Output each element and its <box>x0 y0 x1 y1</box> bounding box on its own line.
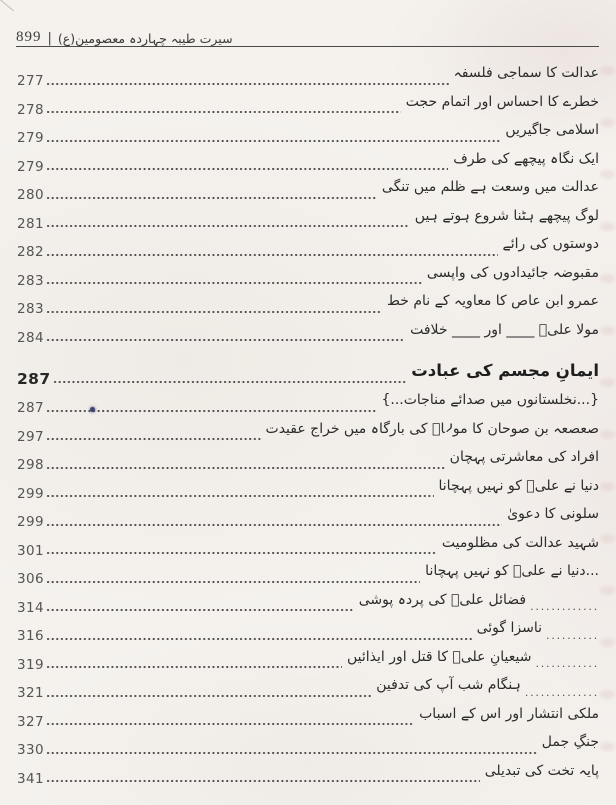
dot-leader <box>47 779 480 783</box>
dot-leader <box>47 665 342 669</box>
toc-entry-title: ایک نگاہ پیچھے کی طرف <box>453 150 599 167</box>
dot-leader <box>47 722 414 726</box>
toc-entry-title: مولا علیؑ ____ اور ____ خلافت <box>410 321 599 338</box>
toc-entry-title: شہید عدالت کی مظلومیت <box>441 534 599 551</box>
toc-entry <box>0 444 616 473</box>
toc-entry-title: جنگِ جمل <box>541 734 599 751</box>
header-separator: | <box>47 31 52 46</box>
dot-leader <box>47 580 420 584</box>
toc-entry-title: دوستوں کی رائے <box>502 236 599 253</box>
dot-leader <box>54 380 407 384</box>
toc-page-number: 299 <box>17 485 44 502</box>
toc-entry-title: صعصعہ بن صوحان کا مولاؑ کی بارگاہ میں خراج عقیدت <box>265 420 599 437</box>
dot-leader <box>47 551 437 555</box>
dot-leader <box>47 751 537 755</box>
toc-entry <box>0 354 616 387</box>
dot-leader-right: .............. <box>524 685 599 699</box>
toc-entry <box>0 203 616 232</box>
toc-page-number: 287 <box>17 369 51 388</box>
toc-page-number: 301 <box>17 542 44 559</box>
dot-leader <box>47 224 410 228</box>
toc-page-number: 314 <box>17 599 44 616</box>
toc-page-number: 279 <box>17 158 44 175</box>
toc-page-number: 316 <box>17 628 44 644</box>
toc-entry <box>0 558 616 587</box>
toc-entry <box>0 501 616 530</box>
dot-leader <box>47 694 371 698</box>
page-corner-artifact <box>0 0 14 11</box>
toc-entry-title: ناسزا گوئی <box>476 620 543 637</box>
toc-page-number: 297 <box>17 428 44 445</box>
toc-entry-title: لوگ پیچھے ہٹنا شروع ہوتے ہیں <box>414 207 599 224</box>
dot-leader <box>47 110 401 114</box>
toc-entry-title: ...دنیا نے علیؑ کو نہیں پہچانا <box>425 563 599 580</box>
dot-leader <box>47 196 377 200</box>
header-page-number: 899 <box>16 29 42 45</box>
toc-entry-title: اسلامی جاگیریں <box>505 122 599 139</box>
toc-page-number: 341 <box>17 770 44 787</box>
toc-entry-title: ہنگام شب آپ کی تدفین <box>376 677 521 694</box>
dot-leader <box>47 338 405 342</box>
toc-entry-title: {...نخلستانوں میں صدائے مناجات...} <box>381 392 599 409</box>
toc-entry <box>0 644 616 673</box>
toc-entry <box>0 174 616 203</box>
dot-leader-right: ............. <box>530 600 599 613</box>
toc-entry-title: دنیا نے علیؑ کو نہیں پہچانا <box>438 477 599 494</box>
toc-entry <box>0 89 616 118</box>
toc-page-number: 319 <box>17 656 44 673</box>
toc-entry <box>0 231 616 260</box>
toc-entry <box>0 530 616 559</box>
dot-leader <box>47 494 434 498</box>
toc-page-number: 287 <box>17 400 44 416</box>
toc-entry-title: ملکی انتشار اور اس کے اسباب <box>419 705 599 722</box>
dot-leader <box>47 608 354 612</box>
toc-page-number: 278 <box>17 101 44 118</box>
toc-page-number: 277 <box>17 73 44 89</box>
toc-page-number: 298 <box>17 457 44 473</box>
toc-entry <box>0 729 616 758</box>
dot-leader <box>47 637 472 641</box>
toc-list <box>0 60 616 786</box>
dot-leader <box>47 139 500 143</box>
toc-page-number: 279 <box>17 130 44 146</box>
toc-page-number: 299 <box>17 514 44 530</box>
toc-page-number: 283 <box>17 301 44 317</box>
toc-page-number: 282 <box>17 244 44 260</box>
page-header <box>16 24 599 47</box>
toc-entry <box>0 260 616 289</box>
toc-entry-title: عمرو ابن عاص کا معاویہ کے نام خط <box>386 293 599 310</box>
toc-entry <box>0 473 616 502</box>
dot-leader <box>47 281 422 285</box>
toc-entry-title: خطرے کا احساس اور اتمام حجت <box>405 93 599 110</box>
dot-leader <box>47 409 377 413</box>
toc-entry <box>0 615 616 644</box>
toc-entry-title: ایمانِ مجسم کی عبادت <box>411 361 599 381</box>
dot-leader <box>47 437 261 441</box>
dot-leader <box>47 253 498 257</box>
toc-page-number: 283 <box>17 272 44 289</box>
dot-leader <box>47 310 382 314</box>
toc-entry <box>0 416 616 445</box>
dot-leader <box>47 466 445 470</box>
toc-page-number: 281 <box>17 215 44 232</box>
toc-entry <box>0 672 616 701</box>
dot-leader <box>47 523 502 527</box>
toc-entry <box>0 146 616 175</box>
toc-page-number: 330 <box>17 742 44 758</box>
toc-entry <box>0 317 616 346</box>
toc-page-number: 284 <box>17 329 44 346</box>
toc-entry <box>0 701 616 730</box>
dot-leader <box>47 167 448 171</box>
toc-page-number: 280 <box>17 187 44 203</box>
toc-entry-title: مقبوضہ جائیدادوں کی واپسی <box>426 264 599 281</box>
toc-entry <box>0 587 616 616</box>
toc-page-number: 306 <box>17 571 44 587</box>
toc-entry-title: عدالت میں وسعت ہے ظلم میں تنگی <box>381 179 599 196</box>
book-title: سیرت طیبہ چہاردہ معصومین(ع) <box>57 30 233 46</box>
toc-entry-title: شیعیانِ علیؑ کا قتل اور ایذائیں <box>346 648 532 665</box>
toc-entry <box>0 758 616 787</box>
toc-entry <box>0 117 616 146</box>
toc-page-number: 327 <box>17 713 44 730</box>
dot-leader <box>47 82 449 86</box>
dot-leader-right: ............ <box>535 657 599 670</box>
toc-entry-title: افراد کی معاشرتی پہچان <box>449 449 599 466</box>
dot-leader-right: .......... <box>546 628 599 642</box>
ink-speck <box>90 407 95 412</box>
toc-entry <box>0 60 616 89</box>
toc-entry-title: پایہ تخت کی تبدیلی <box>484 762 599 779</box>
toc-entry-title: فضائل علیؑ کی پردہ پوشی <box>358 591 527 608</box>
toc-entry-title: سلونی کا دعویٰ <box>507 506 599 523</box>
toc-entry-title: عدالت کا سماجی فلسفہ <box>453 65 599 82</box>
toc-page-number: 321 <box>17 685 44 701</box>
toc-entry <box>0 288 616 317</box>
